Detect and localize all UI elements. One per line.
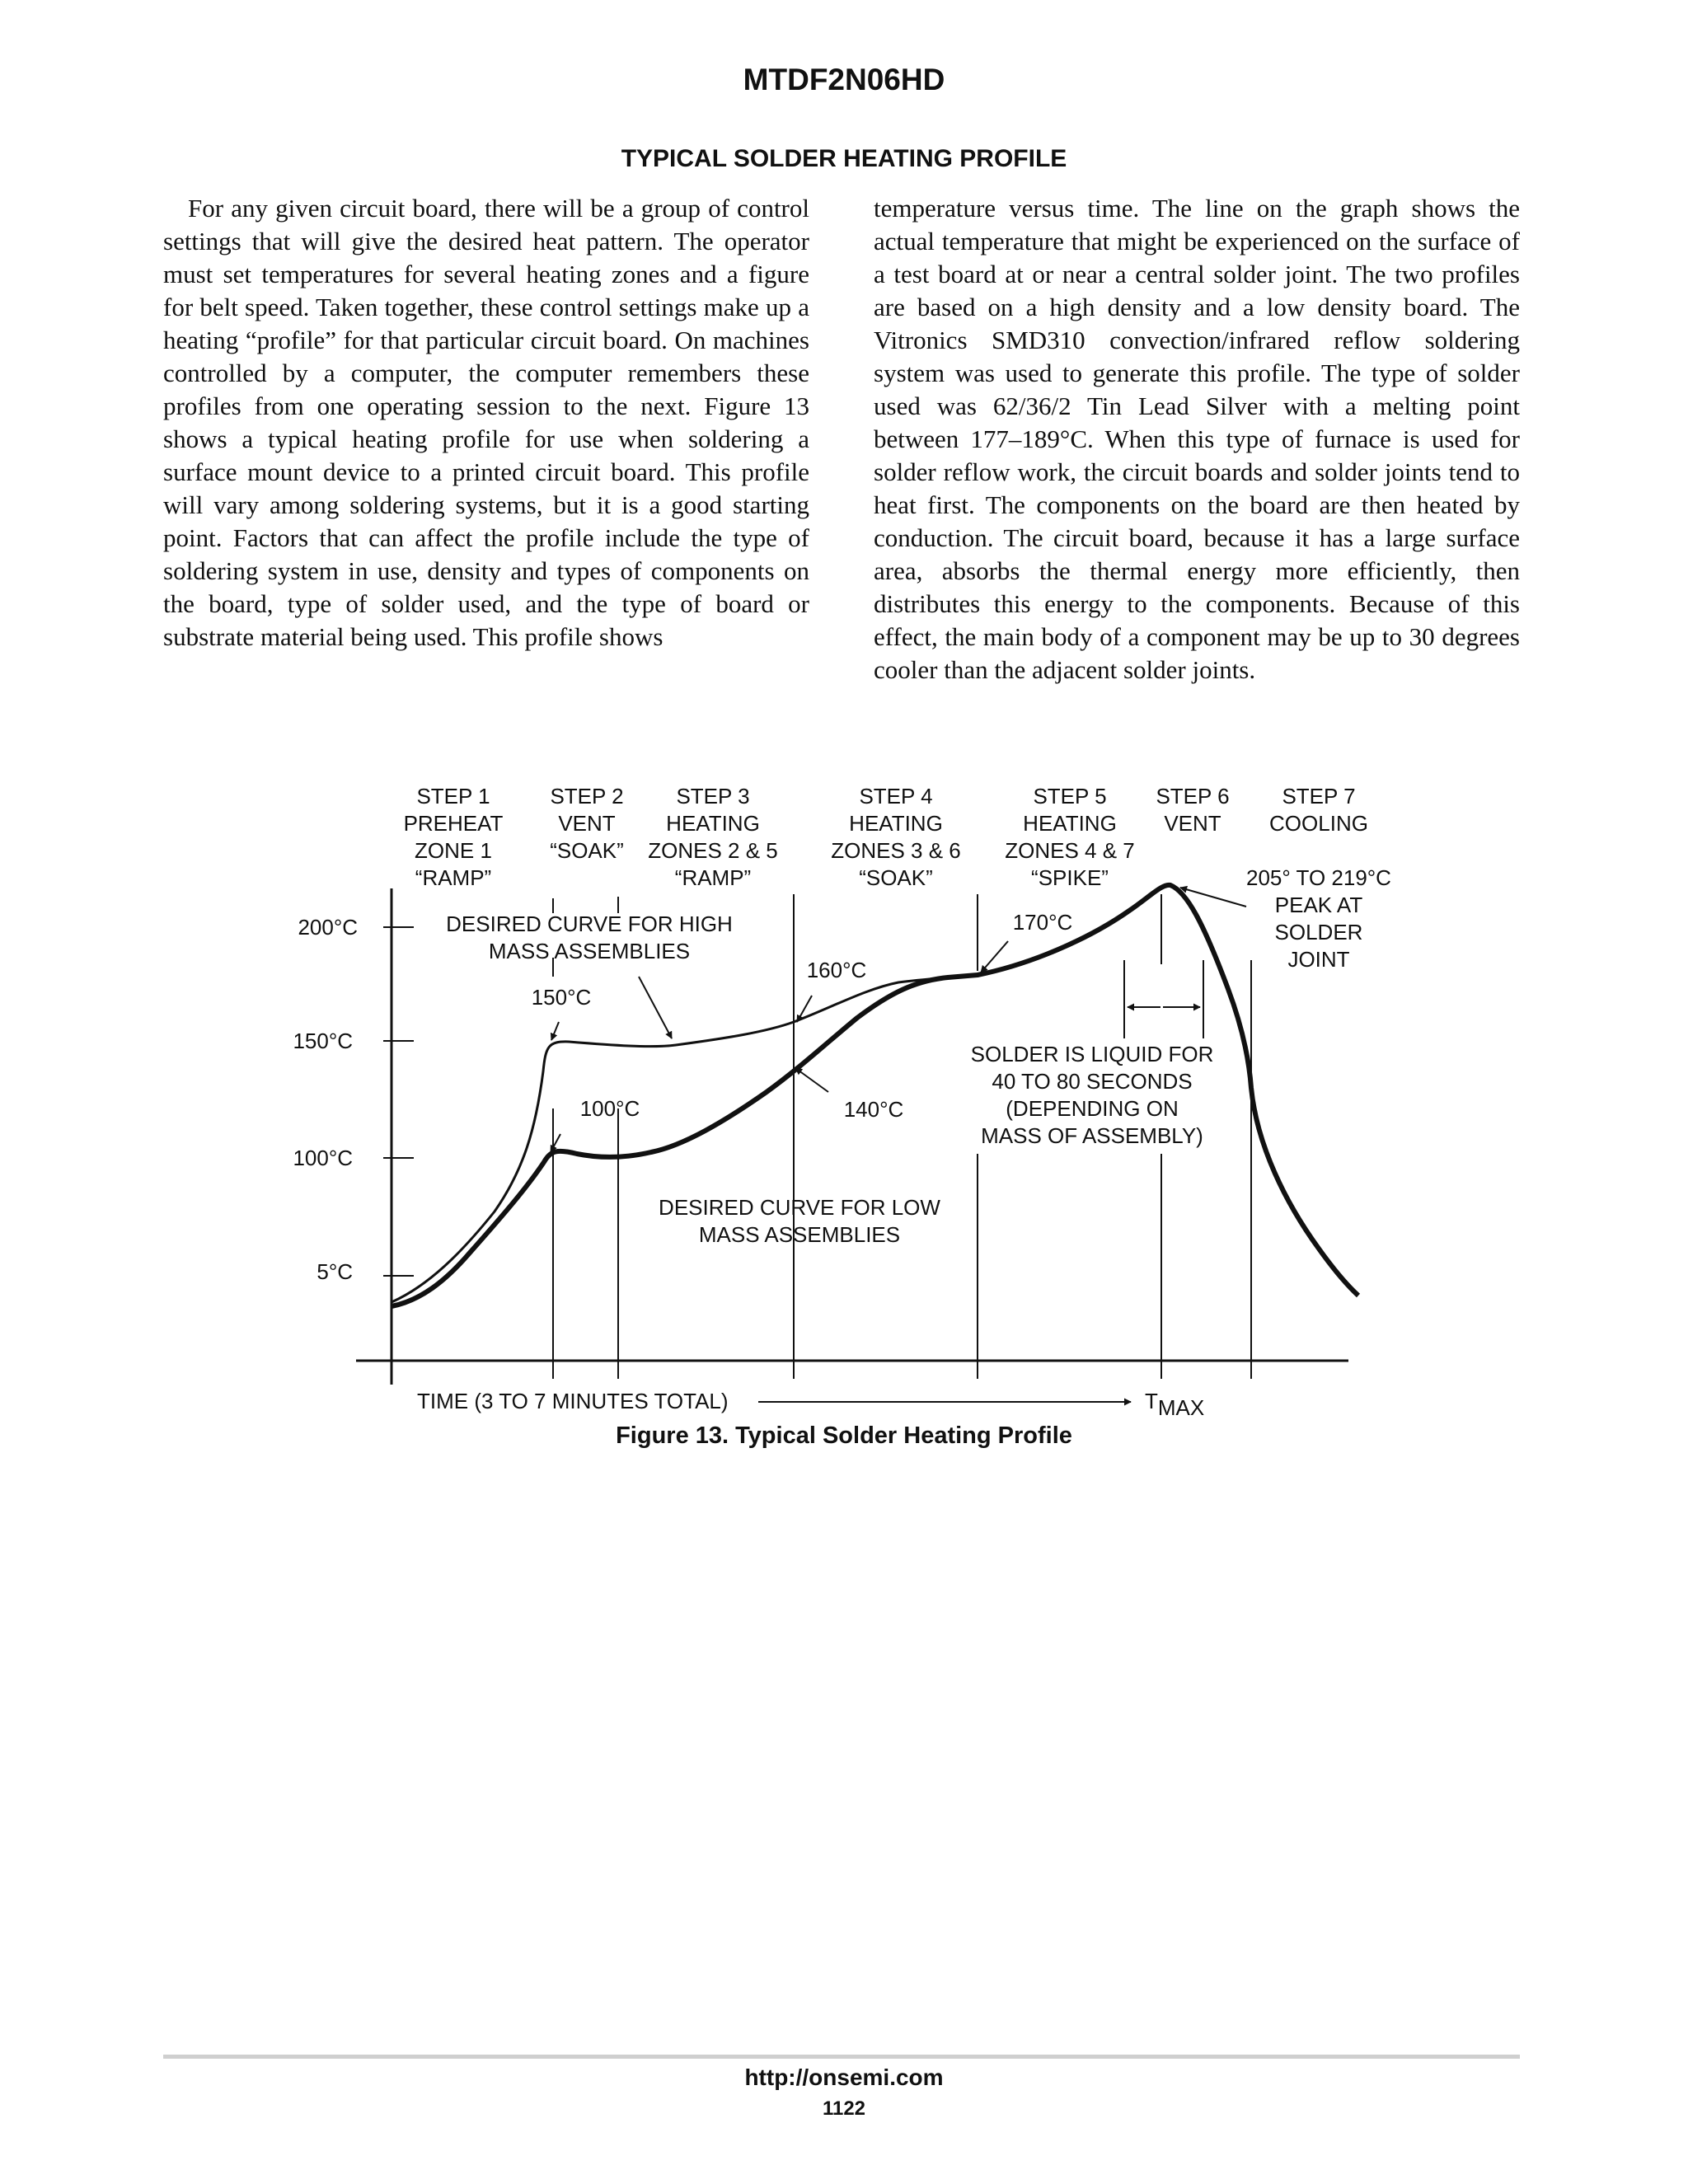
step-4-header: [831, 784, 961, 890]
annotation-line: DESIRED CURVE FOR LOW: [659, 1195, 940, 1220]
body-paragraph-left: For any given circuit board, there will be a group of control settings that will give the desired heat pattern. The operator must set temperatures for several heating zones and a figure for belt speed. Taken together, these control settings make up a heating “profile” for that particular circuit board. On machines controlled by a computer, the computer remembers these profiles from one operating session to the next. Figure 13 shows a typical heating profile for use when soldering a surface mount device to a printed circuit board. This profile will vary among soldering systems, but it is a good starting point. Factors that can affect the profile include the type of soldering system in use, density and types of components on the board, type of solder used, and the type of board or substrate material being used. This profile shows: [163, 194, 809, 651]
temp-label-150: 150°C: [531, 985, 592, 1010]
step-7-line: STEP 7: [1282, 784, 1356, 808]
annotation-line: DESIRED CURVE FOR HIGH: [446, 912, 733, 936]
figure-caption: Figure 13. Typical Solder Heating Profile: [616, 1422, 1072, 1449]
temp-label-160: 160°C: [806, 958, 867, 982]
peak-annotation: [1246, 865, 1391, 972]
step-6-header: [1156, 784, 1229, 836]
y-tick-label: 5°C: [316, 1259, 353, 1284]
step-3-line: STEP 3: [676, 784, 750, 808]
step-2-line: STEP 2: [550, 784, 624, 808]
step-5-line: HEATING: [1023, 811, 1117, 836]
annotation-line: PEAK AT: [1274, 893, 1363, 917]
step-4-line: ZONES 3 & 6: [831, 838, 961, 863]
step-6-line: STEP 6: [1156, 784, 1230, 808]
step-7-line: COOLING: [1269, 811, 1368, 836]
y-tick-label: 200°C: [298, 915, 358, 940]
step-4-line: STEP 4: [859, 784, 933, 808]
document-title: MTDF2N06HD: [743, 63, 945, 96]
tmax-label: [1145, 1389, 1204, 1420]
step-5-line: ZONES 4 & 7: [1005, 838, 1135, 863]
tmax-subscript: MAX: [1157, 1395, 1205, 1420]
step-5-line: STEP 5: [1033, 784, 1107, 808]
step-1-line: PREHEAT: [403, 811, 504, 836]
annotation-line: SOLDER: [1274, 920, 1363, 944]
step-5-header: [1005, 784, 1135, 890]
step-4-line: HEATING: [849, 811, 943, 836]
footer-url[interactable]: http://onsemi.com: [744, 2064, 944, 2090]
section-title: TYPICAL SOLDER HEATING PROFILE: [621, 145, 1067, 172]
step-2-header: [550, 784, 624, 863]
t150-leader: [551, 1022, 559, 1040]
body-paragraph-right: temperature versus time. The line on the graph shows the actual temperature that might be experienced on the surface of a test board at or near a central solder joint. The two profiles are based on a high density and a low density board. The Vitronics SMD310 convection/infrared reflow soldering system was used to generate this profile. The type of solder used was 62/36/2 Tin Lead Silver with a melting point between 177–189°C. When this type of furnace is used for solder reflow work, the circuit boards and solder joints tend to heat first. The components on the board are then heated by conduction. The circuit board, because it has a large surface area, absorbs the thermal energy more efficiently, then distributes this energy to the components. Because of this effect, the main body of a component may be up to 30 degrees cooler than the adjacent solder joints.: [874, 194, 1520, 684]
step-7-header: [1269, 784, 1368, 836]
t140-leader: [795, 1068, 828, 1092]
annotation-line: 40 TO 80 SECONDS: [992, 1069, 1193, 1094]
annotation-line: 205° TO 219°C: [1246, 865, 1391, 890]
high-curve-annotation: [446, 912, 733, 963]
step-1-line: ZONE 1: [415, 838, 492, 863]
page-number: 1122: [822, 2097, 866, 2120]
step-2-line: VENT: [558, 811, 616, 836]
annotation-line: (DEPENDING ON: [1006, 1096, 1179, 1121]
annotation-line: MASS OF ASSEMBLY): [981, 1123, 1203, 1148]
step-5-line: “SPIKE”: [1031, 865, 1109, 890]
temp-label-170: 170°C: [1012, 910, 1073, 935]
footer-rule: [163, 2055, 1520, 2059]
step-4-line: “SOAK”: [859, 865, 933, 890]
annotation-line: JOINT: [1287, 947, 1350, 972]
step-3-header: [648, 784, 778, 890]
step-3-line: HEATING: [666, 811, 760, 836]
temp-label-100: 100°C: [579, 1096, 640, 1121]
step-6-line: VENT: [1164, 811, 1221, 836]
annotation-line: SOLDER IS LIQUID FOR: [970, 1042, 1214, 1066]
x-axis-label: TIME (3 TO 7 MINUTES TOTAL): [417, 1389, 729, 1413]
temp-label-140: 140°C: [843, 1097, 904, 1122]
annotation-line: MASS ASSEMBLIES: [488, 939, 691, 963]
y-tick-label: 150°C: [293, 1029, 353, 1053]
step-2-line: “SOAK”: [550, 838, 624, 863]
step-1-header: [404, 784, 504, 890]
liquid-annotation: [971, 1042, 1214, 1148]
tmax-main: T: [1145, 1389, 1158, 1413]
high-curve-leader: [639, 977, 672, 1038]
step-1-line: STEP 1: [416, 784, 490, 808]
step-3-line: ZONES 2 & 5: [648, 838, 778, 863]
annotation-line: MASS ASSEMBLIES: [698, 1222, 901, 1247]
step-1-line: “RAMP”: [415, 865, 492, 890]
y-tick-label: 100°C: [293, 1146, 353, 1170]
low-curve-annotation: [659, 1195, 940, 1247]
step-3-line: “RAMP”: [674, 865, 752, 890]
